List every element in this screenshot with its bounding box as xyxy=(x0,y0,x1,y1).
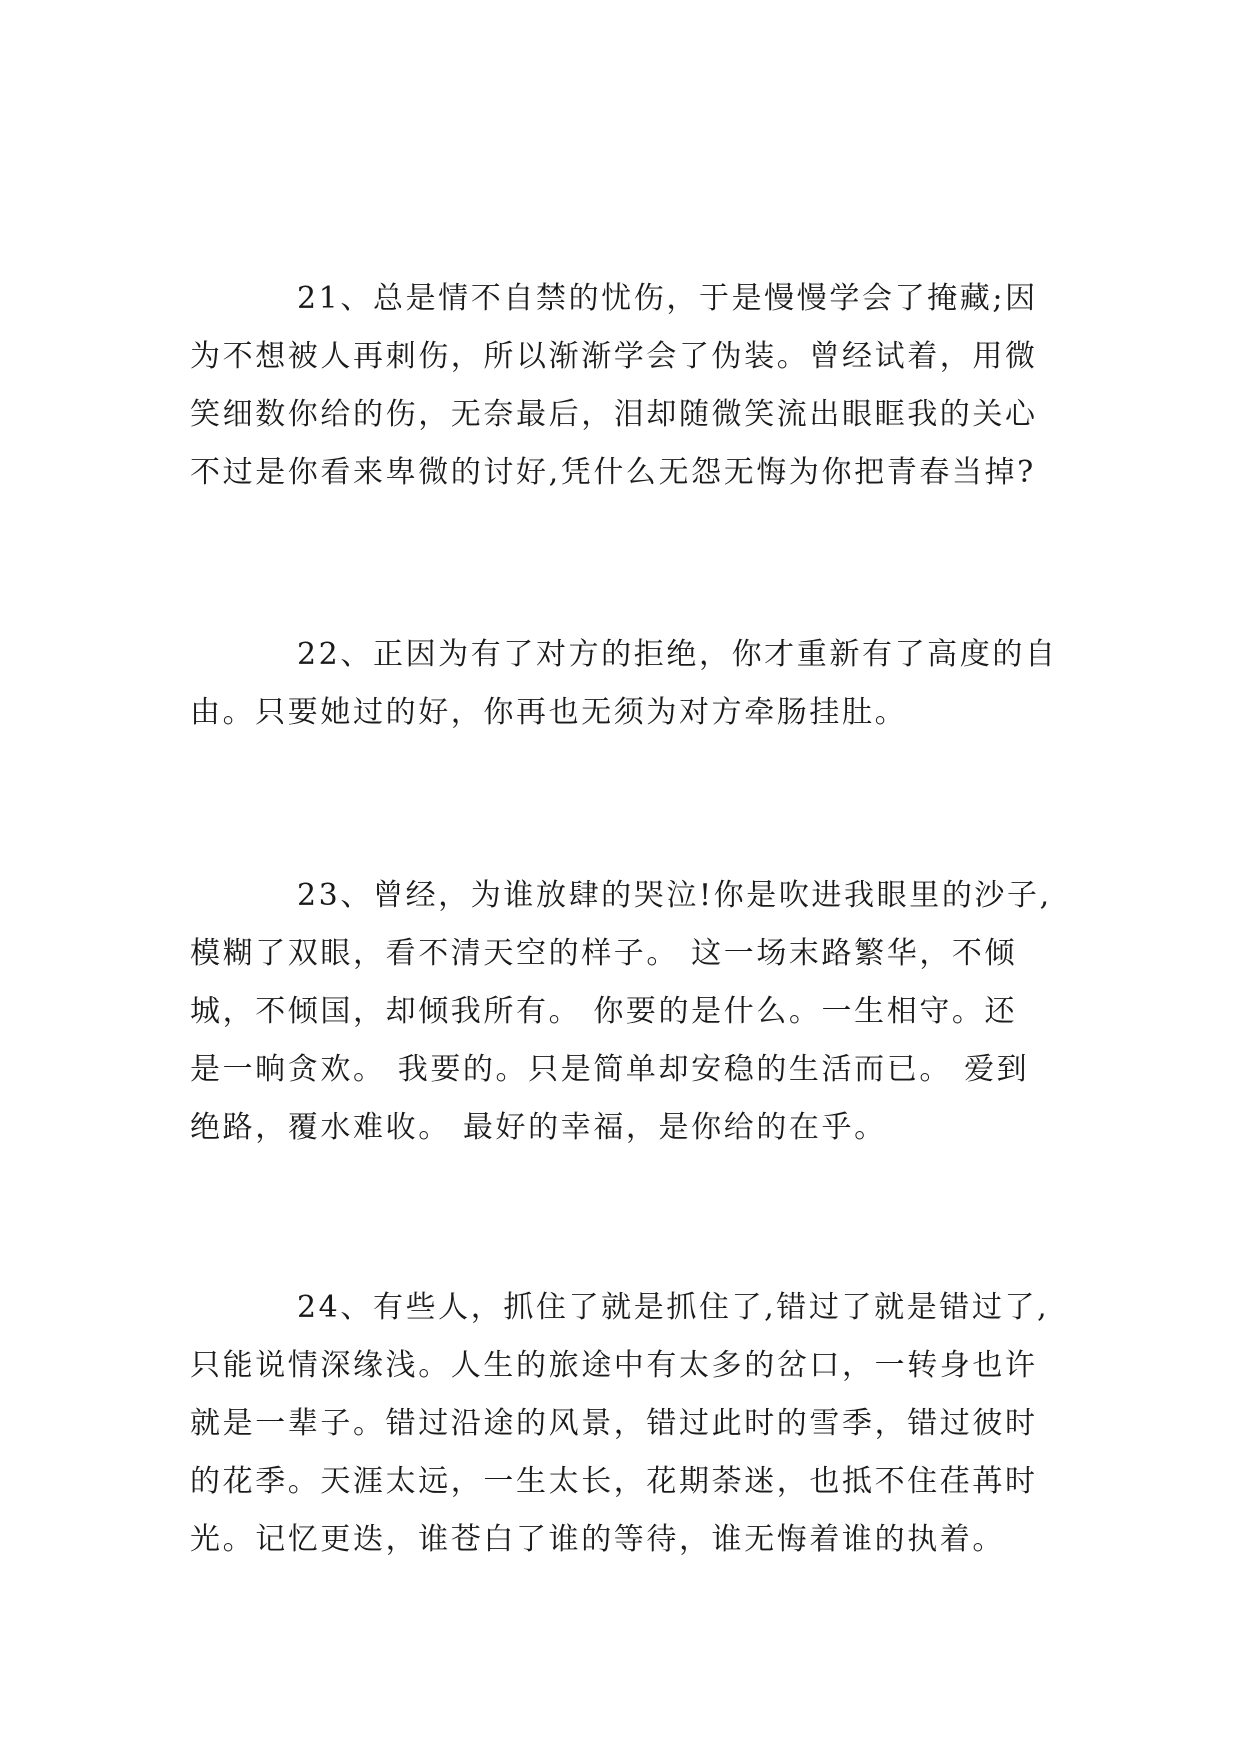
paragraph-line: 22、正因为有了对方的拒绝，你才重新有了高度的自 xyxy=(297,637,1058,672)
paragraph-23 xyxy=(190,867,1050,1157)
paragraph-line: 是一晌贪欢。 我要的。只是简单却安稳的生活而已。 爱到 xyxy=(190,1052,1030,1087)
paragraph-line: 的花季。天涯太远，一生太长，花期荼迷，也抵不住荏苒时 xyxy=(190,1464,1038,1499)
paragraph-line: 由。只要她过的好，你再也无须为对方牵肠挂肚。 xyxy=(190,695,908,730)
paragraph-line: 光。记忆更迭，谁苍白了谁的等待，谁无悔着谁的执着。 xyxy=(190,1522,1005,1557)
paragraph-line: 模糊了双眼，看不清天空的样子。 这一场末路繁华，不倾 xyxy=(190,936,1018,971)
paragraph-line: 就是一辈子。错过沿途的风景，错过此时的雪季，错过彼时 xyxy=(190,1406,1038,1441)
paragraph-22 xyxy=(190,626,1058,742)
paragraph-line: 笑细数你给的伤，无奈最后，泪却随微笑流出眼眶我的关心 xyxy=(190,397,1038,432)
paragraph-line: 24、有些人，抓住了就是抓住了,错过了就是错过了, xyxy=(297,1290,1050,1325)
paragraph-line: 不过是你看来卑微的讨好,凭什么无怨无悔为你把青春当掉? xyxy=(190,455,1036,490)
paragraph-line: 只能说情深缘浅。人生的旅途中有太多的岔口，一转身也许 xyxy=(190,1348,1038,1383)
paragraph-line: 21、总是情不自禁的忧伤，于是慢慢学会了掩藏;因 xyxy=(297,281,1038,316)
paragraph-line: 为不想被人再刺伤，所以渐渐学会了伪装。曾经试着，用微 xyxy=(190,339,1038,374)
paragraph-21 xyxy=(190,270,1050,502)
paragraph-line: 23、曾经，为谁放肆的哭泣!你是吹进我眼里的沙子, xyxy=(297,878,1052,913)
paragraph-line: 绝路，覆水难收。 最好的幸福，是你给的在乎。 xyxy=(190,1110,887,1145)
paragraph-line: 城，不倾国，却倾我所有。 你要的是什么。一生相守。还 xyxy=(190,994,1018,1029)
paragraph-24 xyxy=(190,1279,1050,1569)
